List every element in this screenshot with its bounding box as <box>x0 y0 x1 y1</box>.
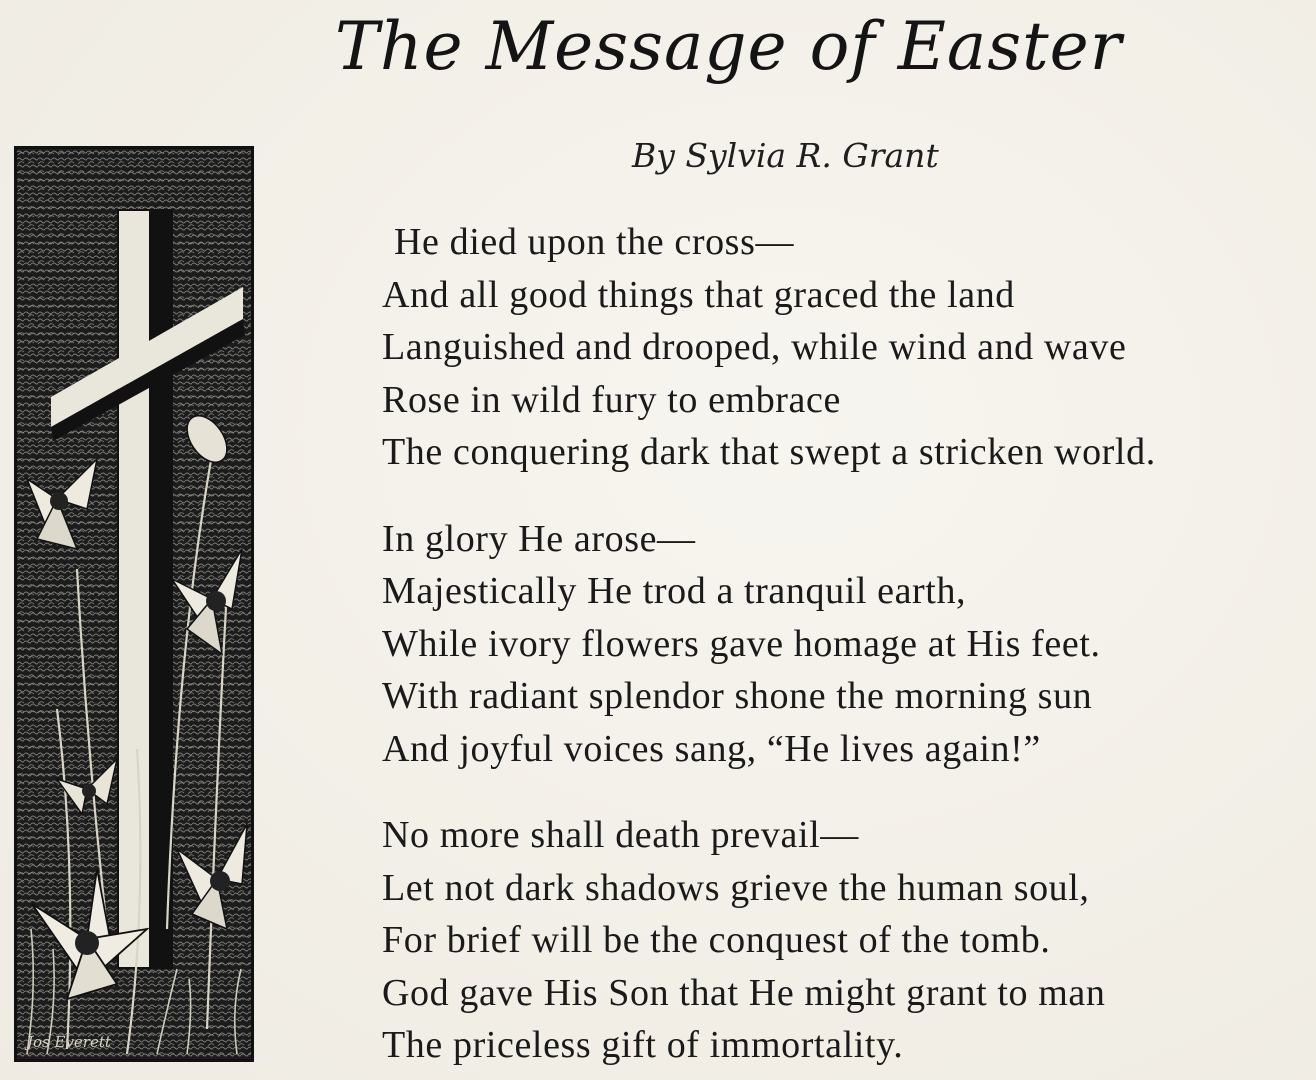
stanza-1 <box>382 216 1302 479</box>
poem-line: The conquering dark that swept a stricken world. <box>382 431 1156 473</box>
poem-line: The priceless gift of immortality. <box>382 1024 904 1066</box>
poem-line: In glory He arose— <box>382 517 696 560</box>
poem-line: God gave His Son that He might grant to man <box>382 971 1106 1014</box>
poem-body <box>382 216 1302 1080</box>
poem-line: With radiant splendor shone the morning sun <box>382 675 1093 717</box>
poem-byline: By Sylvia R. Grant <box>632 136 939 175</box>
poem-line: Languished and drooped, while wind and wave <box>382 326 1127 368</box>
poem-line: No more shall death prevail— <box>382 814 859 856</box>
poem-line: He died upon the cross— <box>394 221 795 263</box>
poem-line: Rose in wild fury to embrace <box>382 378 841 421</box>
stanza-2 <box>382 513 1302 776</box>
stanza-3 <box>382 809 1302 1072</box>
poem-line: While ivory flowers gave homage at His feet. <box>382 622 1101 665</box>
poem-title: The Message of Easter <box>335 8 1123 85</box>
poem-line: Let not dark shadows grieve the human soul, <box>382 866 1090 909</box>
cross-and-lilies-illustration <box>14 146 254 1062</box>
poem-line: Majestically He trod a tranquil earth, <box>382 570 967 612</box>
poem-line: For brief will be the conquest of the tomb. <box>382 919 1051 961</box>
poem-line: And all good things that graced the land <box>382 273 1015 316</box>
artist-signature: Jos Everett <box>27 1033 111 1051</box>
poem-line: And joyful voices sang, “He lives again!” <box>382 727 1041 770</box>
